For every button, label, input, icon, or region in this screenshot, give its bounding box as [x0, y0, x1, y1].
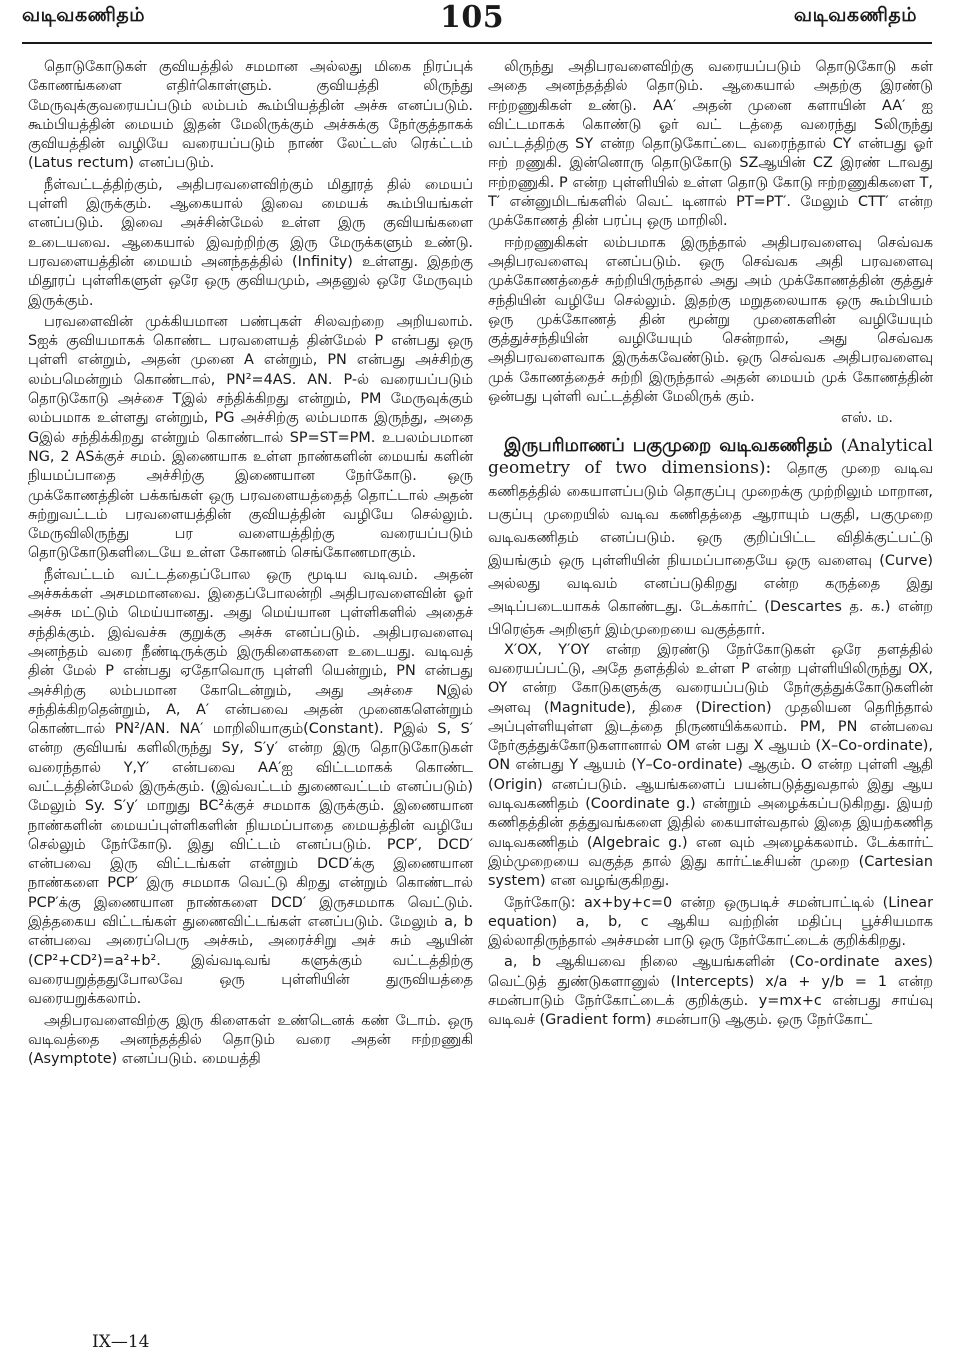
left-column: [28, 58, 473, 1330]
paragraph: நீள்வட்டத்திற்கும், அதிபரவளைவிற்கும் மிதூரத் தில் மையப் புள்ளி இருக்கும். ஆகையால் இவை மையக் கூம்பியங்கள் எனப்படும். இவை அச்சின்மேல் உள்ள இரு குவியங்களை உடையவை. ஆகையால் இவற்றிற்கு இரு மேருக்களும் உண்டு. பரவளையத்தின் மையம் அனந்தத்தில் (Infinity) உள்ளது. இதற்கு மிதூரப் புள்ளிகளுள் ஒரே ஒரு குவியமும், அதனுல் ஒரே மேருவும் இருக்கும்.: [28, 176, 473, 309]
author-signature: எஸ். ம.: [841, 410, 893, 427]
section-intro: தொகு முறை வடிவ கணிதத்தில் கையாளப்படும் தொகுப்பு முறைக்கு முற்றிலும் மாறான, பகுப்பு முறையில் வடிவ கணிதத்தை ஆராயும் பகுதி, பகுமுறை வடிவகணிதம் எனப்படும். ஒரு குறிப்பிட்ட விதிக்குட்பட்டு இயங்கும் ஒரு புள்ளியின் நியமப்பாதையே ஒரு வளைவு (Curve) அல்லது வடிவம் எனப்படுகிறது என்ற கருத்தை இது அடிப்படையாகக் கொண்டது. டேக்கார்ட் (Descartes த. க.) என்ற பிரெஞ்சு அறிஞர் இம்முறையை வகுத்தார்.: [488, 460, 933, 638]
page-number: 105: [440, 0, 505, 35]
right-column: [488, 58, 933, 1330]
paragraph: நீள்வட்டம் வட்டத்தைப்போல ஒரு மூடிய வடிவம். அதன் அச்சுக்கள் அசமமானவை. இதைப்போலன்றி அதிபரவளைவின் ஓர் அச்சு மட்டும் மெய்யானது. அது மெய்யான புள்ளிகளில் அதைச் சந்திக்கும். இவ்வச்சு குறுக்கு அச்சு எனப்படும். அதிபரவளைவு அனந்தம் வரை நீண்டிருக்கும் இருகிளைகளை உடையது. வடிவத் தின் மேல் P என்பது ஏதோவொரு புள்ளி யென்றும், PN என்பது அச்சிற்கு லம்பமான கோடென்றும், அது அச்சை Nஇல் சந்திக்கிறதென்றும், A, A′ என்பவை அதன் முனைகளென்றும் கொண்டால் PN²/AN. NA′ மாறிலியாகும்(Constant). Pஇல் S, S′ என்ற குவியங் களிலிருந்து Sy, S′y′ என்ற இரு தொடுகோடுகள் வரைந்தால் Y,Y′ என்பவை AA′ஐ விட்டமாகக் கொண்ட வட்டத்தின்மேல் இருக்கும். (இவ்வட்டம் துணைவட்டம் எனப்படும்) மேலும் Sy. S′y′ மாறுது BC²க்குச் சமமாக இருக்கும். இணையான நாண்களின் மையப்புள்ளிகளின் நியமப்பாதை மையத்தின் வழியே செல்லும் நேர்கோடு. இது விட்டம் எனப்படும். PCP′, DCD′ என்பவை இரு விட்டங்கள் என்றும் DCD′க்கு இணையான நாண்களை PCP′ இரு சமமாக வெட்டு கிறது என்றும் கொண்டால் PCP′க்கு இணையான நாண்களை DCD′ இருசமமாக வெட்டும். இத்தகைய விட்டங்கள் துணைவிட்டங்கள் எனப்படும். மேலும் a, b என்பவை அரைப்பெரு அச்சும், அரைச்சிறு அச் சும் ஆயின் (CP²+CD²)=a²+b². இவ்வடிவங் களுக்கும் வட்டத்திற்கு வரையறுத்ததுபோலவே ஒரு புள்ளியின் துருவியத்தை வரையறுக்கலாம்.: [28, 566, 473, 1008]
paragraph: X′OX, Y′OY என்ற இரண்டு நேர்கோடுகள் ஒரே தளத்தில் வரையப்பட்டு, அதே தளத்தில் உள்ள P என்ற புள்ளியிலிருந்து OX, OY என்ற கோடுகளுக்கு வரையப்படும் நேர்குத்துக்கோடுகளின் அளவு (Magnitude), திசை (Direction) முதலியன தெரிந்தால் அப்புள்ளியுள்ள இடத்தை நிருணயிக்கலாம். PM, PN என்பவை நேர்குத்துக்கோடுகளானால் OM என் பது X ஆயம் (X–Co-ordinate), ON என்பது Y ஆயம் (Y–Co-ordinate) ஆகும். O என்ற புள்ளி ஆதி (Origin) எனப்படும். ஆயங்களைப் பயன்படுத்துவதால் இது ஆய வடிவகணிதம் (Coordinate g.) என்றும் அழைக்கப்படுகிறது. இயற் கணிதத்தின் தத்துவங்களை இதில் கையாள்வதால் இதை இயற்கணித வடிவகணிதம் (Algebraic g.) என வும் அழைக்கலாம். டேக்கார்ட் இம்முறையை வகுத்த தால் இது கார்ட்டீசியன் முறை (Cartesian system) என வழங்குகிறது.: [488, 641, 933, 890]
section-heading-tamil: இருபரிமாணப் பகுமுறை வடிவகணிதம்: [504, 434, 833, 456]
paragraph: பரவளைவின் முக்கியமான பண்புகள் சிலவற்றை அறியலாம். Sஐக் குவியமாகக் கொண்ட பரவளையத் தின்மேல் P என்பது ஒரு புள்ளி என்றும், அதன் முனை A என்றும், PN என்பது அச்சிற்கு லம்பமென்றும் கொண்டால், PN²=4AS. AN. P-ல் வரையப்படும் தொடுகோடு அச்சை Tஇல் சந்திக்கிறது என்றும், PM மேருவுக்கும் லம்பமாக உள்ளது என்றும், PG அச்சிற்கு லம்பமாக இருந்து, அதை Gஇல் சந்திக்கிறது என்றும் கொண்டால் SP=ST=PM. உபலம்பமான NG, 2 ASக்குச் சமம். இணையாக உள்ள நாண்களின் மையங் களின் நியமப்பாதை அச்சிற்கு இணையான நேர்கோடு. ஒரு முக்கோணத்தின் பக்கங்கள் ஒரு பரவளையத்தைத் தொட்டால் அதன் சுற்றுவட்டம் பரவளையத்தின் குவியத்தின் வழியே செல்லும். மேருவிலிருந்து பர வளையத்திற்கு வரையப்படும் தொடுகோடுகளிடையே உள்ள கோணம் செங்கோணமாகும்.: [28, 313, 473, 562]
paragraph: லிருந்து அதிபரவளைவிற்கு வரையப்படும் தொடுகோடு கள் அதை அனந்தத்தில் தொடும். ஆகையால் அதற்கு இரண்டு ஈற்றணுகிகள் உண்டு. AA′ அதன் முனை களாயின் AA′ ஐ விட்டமாகக் கொண்டு ஓர் வட் டத்தை வரைந்து Sலிருந்து வட்டத்திற்கு SY என்ற தொடுகோட்டை வரைந்தால் CY என்பது ஓர் ஈற் றணுகி. இன்னொரு தொடுகோடு SZஆயின் CZ இரண் டாவது ஈற்றணுகி. P என்ற புள்ளியில் உள்ள தொடு கோடு ஈற்றணுகிகளை T, T′ என்னுமிடங்களில் வெட் டினால் PT=PT′. மேலும் CTT′ என்ற முக்கோணத் தின் பரப்பு ஒரு மாறிலி.: [488, 59, 933, 230]
section-heading-english: (Analytical geometry of two dimensions):: [488, 435, 933, 478]
paragraph: தொடுகோடுகள் குவியத்தில் சமமான அல்லது மிகை நிரப்புக் கோணங்களை எதிர்கொள்ளும். குவியத்தி லிருந்து மேருவுக்குவரையப்படும் லம்பம் கூம்பியத்தின் அச்சு எனப்படும். கூம்பியத்தின் மையம் இதன் மேலிருக்கும் அச்சுக்கு நேர்குத்தாகக் குவியத்தின் வழியே வரையப்படும் நாண் லேட்டஸ் ரெக்ட்டம் (Latus rectum) எனப்படும்.: [28, 59, 473, 172]
running-head-right: வடிவகணிதம்: [793, 4, 917, 26]
section-heading: [488, 435, 933, 641]
paragraph: நேர்கோடு: ax+by+c=0 என்ற ஒருபடிச் சமன்பாட்டில் (Linear equation) a, b, c ஆகிய வற்றின் மதிப்பு பூச்சியமாக இல்லாதிருந்தால் அச்சமன் பாடு ஒரு நேர்கோட்டைக் குறிக்கிறது.: [488, 894, 933, 950]
running-head-left: வடிவகணிதம்: [22, 4, 146, 26]
paragraph: ஈற்றணுகிகள் லம்பமாக இருந்தால் அதிபரவளைவு செவ்வக அதிபரவளைவு எனப்படும். ஒரு செவ்வக அதி பரவளைவு முக்கோணத்தைச் சுற்றியிருந்தால் அது அம் முக்கோணத்தின் குத்துச் சந்தியின் வழியே செல்லும். இதற்கு மறுதலையாக ஒரு கூம்பியம் ஒரு முக்கோணத் தின் மூன்று முனைகளின் வழியேயும் குத்துச்சந்தியின் வழியேயும் சென்றால், அது செவ்வக அதிபரவளைவாக இருக்கவேண்டும். ஒரு செவ்வக அதிபரவளைவு முக் கோணத்தைச் சுற்றி இருந்தால் அதன் மையம் முக் கோணத்தின் ஒன்பது புள்ளி வட்டத்தின் மேலிருக் கும்.: [488, 234, 933, 406]
header-rule: [22, 42, 932, 44]
paragraph: a, b ஆகியவை நிலை ஆயங்களின் (Co-ordinate axes) வெட்டுத் துண்டுகளானுல் (Intercepts) x/a + y/b = 1 என்ற சமன்பாடும் நேர்கோட்டைக் குறிக்கும். y=mx+c என்பது சாய்வு வடிவச் (Gradient form) சமன்பாடு ஆகும். ஒரு நேர்கோட்: [488, 954, 933, 1029]
signature-mark: IX—14: [92, 1332, 150, 1352]
paragraph: அதிபரவளைவிற்கு இரு கிளைகள் உண்டெனக் கண் டோம். ஒரு வடிவத்தை அனந்தத்தில் தொடும் வரை அதன் ஈற்றணுகி (Asymptote) எனப்படும். மையத்தி: [28, 1012, 473, 1068]
